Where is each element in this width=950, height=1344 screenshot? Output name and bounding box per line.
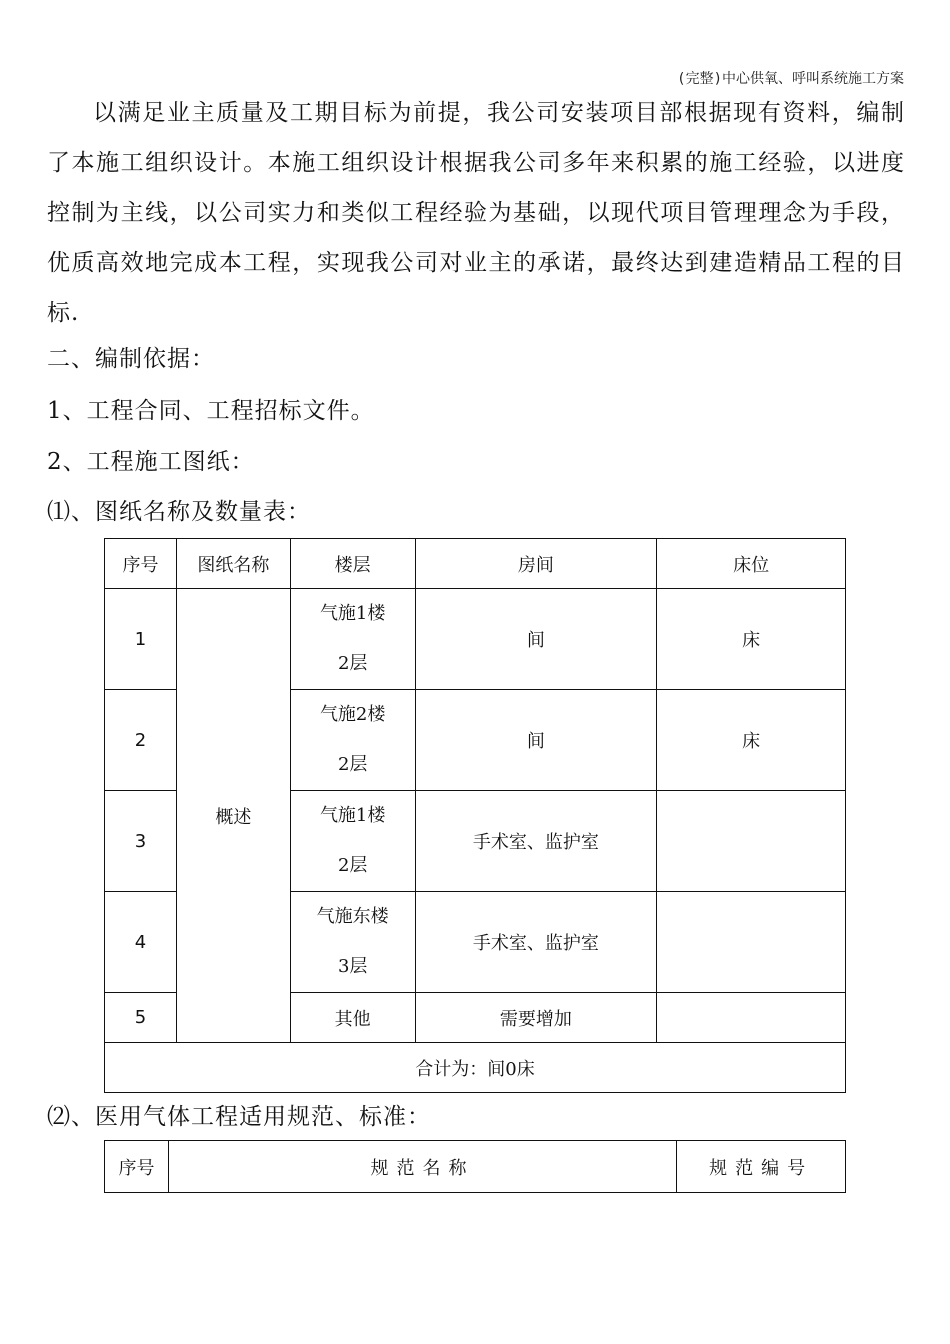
floor-line: 2层: [337, 855, 368, 876]
total-row: [105, 1043, 846, 1093]
floor-cell: [290, 791, 415, 892]
floor-cell: [290, 892, 415, 993]
header-cell: 房间: [415, 539, 657, 589]
row-number: 2: [105, 690, 177, 791]
header-cell: 序号: [105, 1141, 169, 1193]
standards-table: [104, 1140, 846, 1193]
floor-cell: 其他: [290, 993, 415, 1043]
basis-item-1: 1、工程合同、工程招标文件。: [47, 398, 375, 424]
header-cell: 图纸名称: [176, 539, 290, 589]
header-cell: 规范名称: [168, 1141, 676, 1193]
header-cell: 规范编号: [677, 1141, 846, 1193]
row-number: 3: [105, 791, 177, 892]
sub-item-2: ⑵、医用气体工程适用规范、标准：: [47, 1104, 431, 1130]
room-cell: 需要增加: [415, 993, 657, 1043]
sub-item-1: ⑴、图纸名称及数量表：: [47, 499, 311, 525]
floor-line: 3层: [337, 956, 368, 977]
floor-cell: [290, 589, 415, 690]
header-cell: 序号: [105, 539, 177, 589]
room-cell: 手术室、监护室: [415, 892, 657, 993]
intro-paragraph: 以满足业主质量及工期目标为前提，我公司安装项目部根据现有资料，编制了本施工组织设计。本施工组织设计根据我公司多年来积累的施工经验，以进度控制为主线，以公司实力和类似工程经验为基础，以现代项目管理理念为手段，优质高效地完成本工程，实现我公司对业主的承诺，最终达到建造精品工程的目标.: [47, 100, 905, 326]
bed-cell: [657, 791, 846, 892]
document-header: (完整)中心供氧、呼叫系统施工方案: [677, 71, 904, 87]
header-cell: 楼层: [290, 539, 415, 589]
bed-cell: [657, 892, 846, 993]
table-header-row: [105, 1141, 846, 1193]
floor-line: 气施东楼: [316, 906, 389, 927]
floor-line: 2层: [337, 754, 368, 775]
bed-cell: [657, 993, 846, 1043]
bed-cell: 床: [657, 690, 846, 791]
row-number: 1: [105, 589, 177, 690]
row-number: 5: [105, 993, 177, 1043]
room-cell: 间: [415, 690, 657, 791]
floor-line: 气施2楼: [319, 704, 386, 725]
total-cell: 合计为：间0床: [105, 1043, 846, 1093]
table-row: [105, 589, 846, 690]
section-heading: 二、编制依据：: [47, 346, 215, 372]
table-header-row: [105, 539, 846, 589]
drawing-table: [104, 538, 846, 1093]
bed-cell: 床: [657, 589, 846, 690]
room-cell: 间: [415, 589, 657, 690]
room-cell: 手术室、监护室: [415, 791, 657, 892]
row-number: 4: [105, 892, 177, 993]
basis-item-2: 2、工程施工图纸：: [47, 449, 255, 475]
floor-line: 气施1楼: [319, 805, 386, 826]
header-cell: 床位: [657, 539, 846, 589]
floor-line: 气施1楼: [319, 603, 386, 624]
floor-line: 2层: [337, 653, 368, 674]
floor-cell: [290, 690, 415, 791]
drawing-name-cell: 概述: [176, 589, 290, 1043]
